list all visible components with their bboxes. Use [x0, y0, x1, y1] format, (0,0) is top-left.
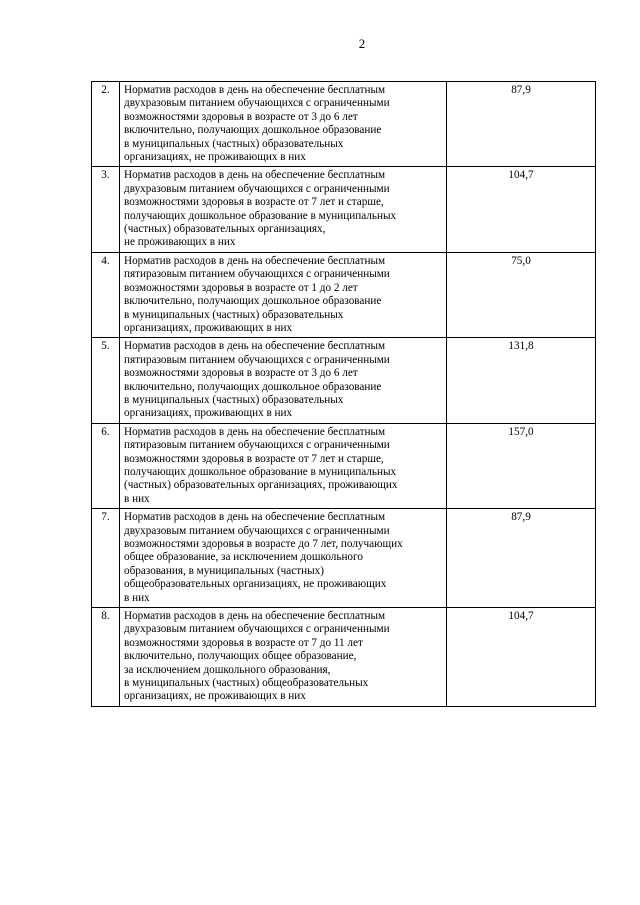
- description-line: Норматив расходов в день на обеспечение бесплатным: [124, 511, 386, 524]
- description-line: возможностями здоровья в возрасте до 7 лет, получающих: [124, 538, 403, 550]
- norm-description: [120, 423, 447, 508]
- description-line: в муниципальных (частных) образовательных: [124, 308, 344, 321]
- description-line: организациях, не проживающих в них: [124, 151, 306, 164]
- description-line: возможностями здоровья в возрасте от 3 до 6 лет: [124, 110, 358, 123]
- description-line: двухразовым питанием обучающихся с ограниченными: [124, 97, 390, 110]
- description-line: возможностями здоровья в возрасте от 7 лет и старше,: [124, 452, 384, 465]
- table-row: [92, 338, 596, 423]
- norm-value: 104,7: [447, 608, 596, 707]
- description-line: включительно, получающих общее образование,: [124, 650, 357, 663]
- description-line: за исключением дошкольного образования,: [124, 663, 331, 676]
- description-line: общеобразовательных организациях, не проживающих: [124, 578, 387, 591]
- description-line: в них: [124, 591, 150, 604]
- row-number: 4.: [92, 252, 120, 337]
- description-line: включительно, получающих дошкольное образование: [124, 295, 382, 308]
- description-line: организациях, проживающих в них: [124, 407, 293, 420]
- description-line: общее образование, за исключением дошкольного: [124, 551, 363, 564]
- table-row: [92, 423, 596, 508]
- description-line: включительно, получающих дошкольное образование: [124, 124, 382, 137]
- description-line: в муниципальных (частных) образовательных: [124, 137, 344, 150]
- description-line: возможностями здоровья в возрасте от 3 до 6 лет: [124, 367, 358, 380]
- norm-value: 131,8: [447, 338, 596, 423]
- norm-value: 87,9: [447, 82, 596, 167]
- norm-description: [120, 167, 447, 252]
- description-line: возможностями здоровья в возрасте от 1 до 2 лет: [124, 281, 358, 294]
- description-line: двухразовым питанием обучающихся с ограниченными: [124, 623, 390, 636]
- norm-value: 87,9: [447, 509, 596, 608]
- norm-description: [120, 509, 447, 608]
- description-line: Норматив расходов в день на обеспечение бесплатным: [124, 254, 386, 267]
- description-line: Норматив расходов в день на обеспечение бесплатным: [124, 84, 386, 96]
- description-line: в муниципальных (частных) общеобразовательных: [124, 677, 369, 690]
- description-line: организациях, не проживающих в них: [124, 690, 306, 703]
- page-number: 2: [358, 36, 366, 51]
- description-line: образования, в муниципальных (частных): [124, 564, 324, 577]
- description-line: получающих дошкольное образование в муниципальных: [124, 465, 397, 478]
- description-line: в них: [124, 492, 150, 505]
- description-line: возможностями здоровья в возрасте от 7 лет и старше,: [124, 196, 384, 209]
- description-line: (частных) образовательных организациях,: [124, 223, 326, 236]
- description-line: двухразовым питанием обучающихся с ограниченными: [124, 182, 390, 195]
- description-line: двухразовым питанием обучающихся с ограниченными: [124, 524, 390, 537]
- description-line: Норматив расходов в день на обеспечение бесплатным: [124, 610, 386, 623]
- table-row: [92, 608, 596, 707]
- norm-description: [120, 338, 447, 423]
- description-line: пятиразовым питанием обучающихся с ограниченными: [124, 268, 390, 281]
- description-line: возможностями здоровья в возрасте от 7 до 11 лет: [124, 636, 363, 649]
- description-line: пятиразовым питанием обучающихся с ограниченными: [124, 353, 390, 366]
- description-line: получающих дошкольное образование в муниципальных: [124, 209, 397, 222]
- norms-table: [91, 81, 596, 707]
- row-number: 6.: [92, 423, 120, 508]
- table-row: [92, 252, 596, 337]
- table-row: [92, 167, 596, 252]
- description-line: не проживающих в них: [124, 236, 236, 249]
- row-number: 2.: [92, 82, 120, 167]
- table-row: [92, 82, 596, 167]
- norm-description: [120, 252, 447, 337]
- description-line: включительно, получающих дошкольное образование: [124, 380, 382, 393]
- row-number: 7.: [92, 509, 120, 608]
- norm-description: [120, 608, 447, 707]
- norm-description: [120, 82, 447, 167]
- description-line: Норматив расходов в день на обеспечение бесплатным: [124, 425, 386, 438]
- description-line: Норматив расходов в день на обеспечение бесплатным: [124, 340, 386, 353]
- norms-table-body: [92, 82, 596, 707]
- description-line: Норматив расходов в день на обеспечение бесплатным: [124, 169, 386, 182]
- description-line: (частных) образовательных организациях, проживающих: [124, 479, 398, 492]
- norm-value: 104,7: [447, 167, 596, 252]
- table-row: [92, 509, 596, 608]
- row-number: 8.: [92, 608, 120, 707]
- norm-value: 75,0: [447, 252, 596, 337]
- description-line: в муниципальных (частных) образовательных: [124, 393, 344, 406]
- norm-value: 157,0: [447, 423, 596, 508]
- row-number: 3.: [92, 167, 120, 252]
- row-number: 5.: [92, 338, 120, 423]
- description-line: пятиразовым питанием обучающихся с ограниченными: [124, 439, 390, 452]
- description-line: организациях, проживающих в них: [124, 321, 293, 334]
